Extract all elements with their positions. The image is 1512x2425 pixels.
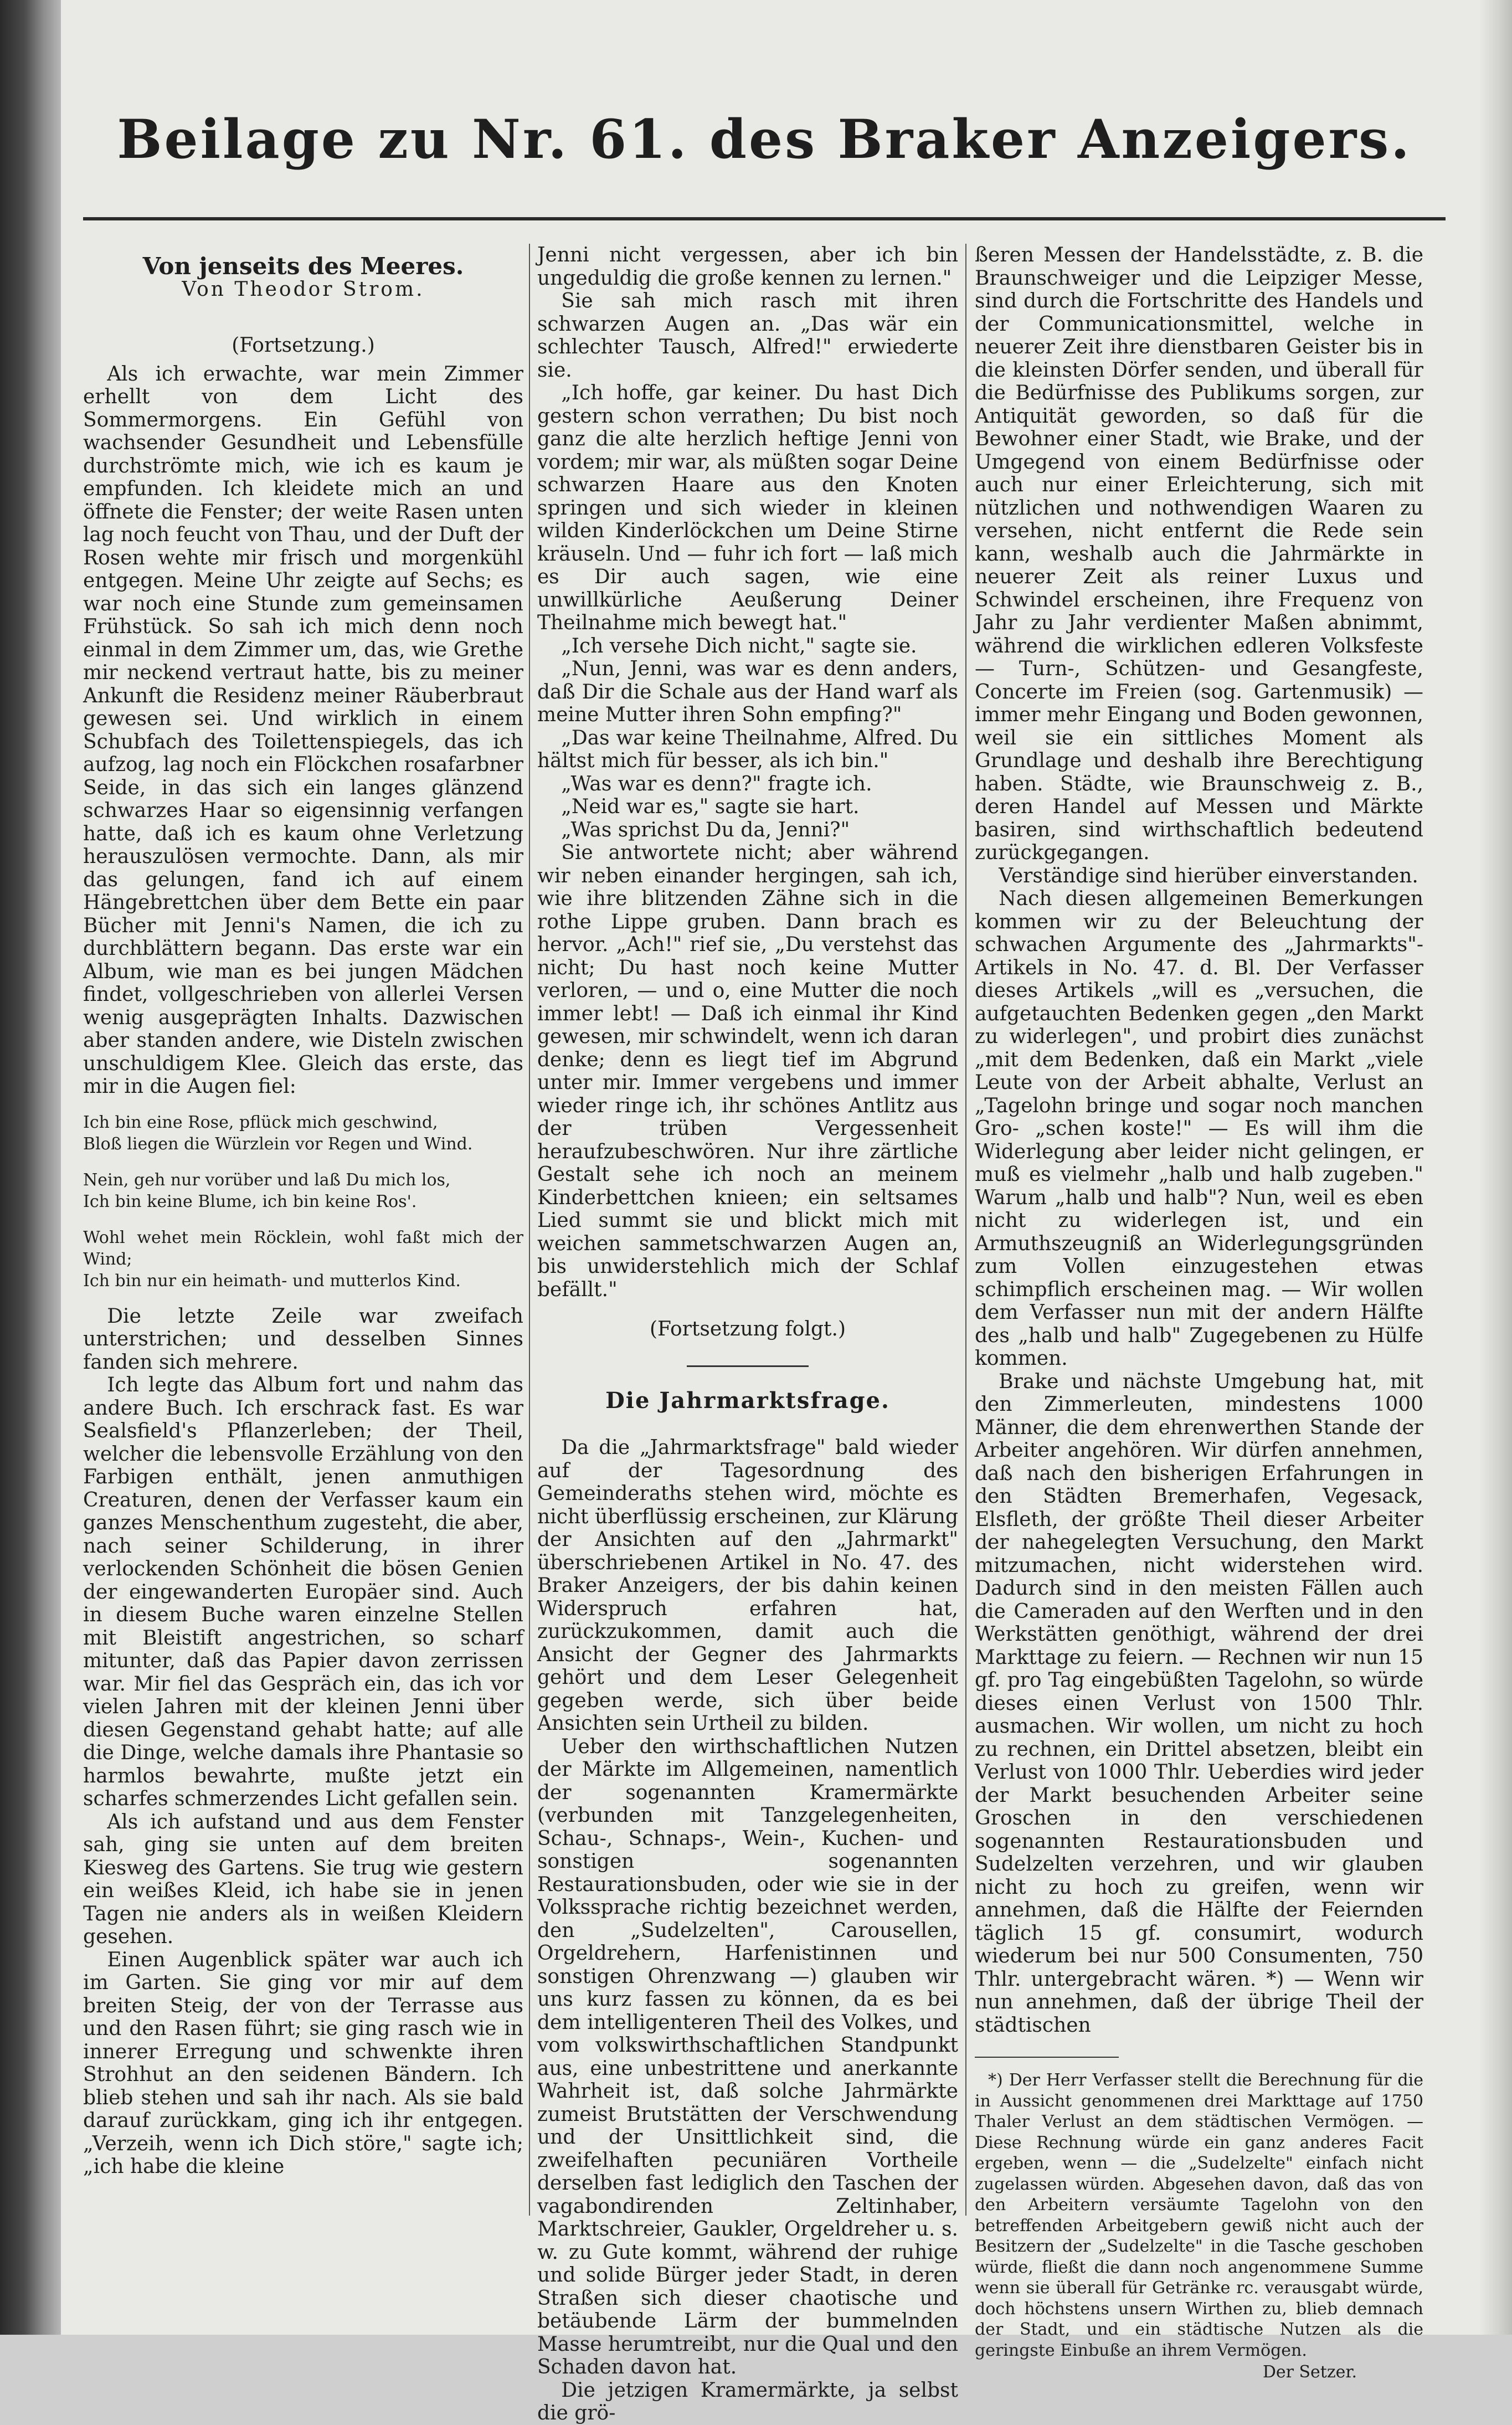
paragraph: „Was sprichst Du da, Jenni?" bbox=[561, 818, 850, 841]
masthead-rule bbox=[83, 217, 1446, 220]
paragraph: Ich legte das Album fort und nahm das andere Buch. Ich erschrack fast. Es war Sealsfield's Pflanzerleben; der Theil, welcher die lebensvolle Erzählung von den Farbigen enthält, jenen anmuthigen Creaturen, denen der Verfasser kaum ein ganzes Menschenthum zugesteht, die aber, nach seiner Schilderung, in ihrer verlockenden Schönheit die bösen Genien der eingewanderten Europäer sind. Auch in diesem Buche waren einzelne Stellen mit Bleistift angestrichen, so scharf mitunter, daß das Papier davon zerrissen war. Mir fiel das Gespräch ein, das ich vor vielen Jahren mit der kleinen Jenni über diesen Gegenstand gehabt hatte; auf alle die Dinge, welche damals ihre Phantasie so harmlos bewahrte, mußte jetzt ein scharfes schmerzendes Licht gefallen sein. bbox=[83, 1374, 523, 1810]
book-binding bbox=[0, 0, 61, 2335]
poem-line: Nein, geh nur vorüber und laß Du mich los, bbox=[83, 1170, 451, 1190]
section-divider bbox=[687, 1365, 809, 1367]
continuation-note: (Fortsetzung folgt.) bbox=[650, 1318, 846, 1340]
paragraph: Da die „Jahrmarktsfrage" bald wieder auf der Tagesordnung des Gemeinderaths stehen wird, möchte es nicht überflüssig erscheinen, zur Klärung der Ansichten auf den „Jahrmarkt" überschriebenen Artikel in No. 47. des Braker Anzeigers, der bis dahin keinen Widerspruch erfahren hat, zurückzukommen, damit auch die Ansicht der Gegner des Jahrmarkts gehört und dem Leser Gelegenheit gegeben werde, sich über beide Ansichten sein Urtheil zu bilden. bbox=[537, 1436, 958, 1735]
column-2 bbox=[537, 244, 958, 2424]
poem bbox=[83, 1112, 523, 1292]
paragraph: Die jetzigen Kramermärkte, ja selbst die grö- bbox=[537, 2378, 958, 2424]
paragraph: Jenni nicht vergessen, aber ich bin ungeduldig die große kennen zu lernen." bbox=[537, 244, 958, 290]
paragraph: ßeren Messen der Handelsstädte, z. B. die Braunschweiger und die Leipziger Messe, sind durch die Fortschritte des Handels und der Communicationsmittel, welche in neuerer Zeit ihre dienstbaren Geister bis in die kleinsten Dörfer senden, und überall für die Bedürfnisse des Publikums sorgen, zur Antiquität geworden, so daß für die Bewohner einer Stadt, wie Brake, und der Umgegend von einem Bedürfnisse oder auch nur einer Erleichterung, sich mit nützlichen und nothwendigen Waaren zu versehen, nicht entfernt die Rede sein kann, weshalb auch die Jahrmärkte in neuerer Zeit als reiner Luxus und Schwindel erscheinen, ihre Frequenz von Jahr zu Jahr verdienter Maßen abnimmt, während die wirklichen edleren Volksfeste — Turn-, Schützen- und Gesangfeste, Concerte im Freien (sog. Gartenmusik) — immer mehr Eingang und Boden gewonnen, weil sie ein sittliches Moment als Grundlage und deshalb ihre Berechtigung haben. Städte, wie Braunschweig z. B., deren Handel auf Messen und Märkte basiren, sind wirthschaftlich bedeutend zurückgegangen. bbox=[975, 244, 1423, 864]
article-title: Von jenseits des Meeres. bbox=[142, 253, 464, 280]
paragraph: Die letzte Zeile war zweifach unterstrichen; und desselben Sinnes fanden sich mehrere. bbox=[83, 1304, 523, 1374]
article-byline: Von Theodor Strom. bbox=[182, 278, 425, 301]
column-divider bbox=[965, 244, 966, 2216]
paragraph: Einen Augenblick später war auch ich im Garten. Sie ging vor mir auf dem breiten Steig, der von der Terrasse aus und den Rasen führt; sie ging rasch wie in innerer Erregung und schwenkte ihren Strohhut an den seidenen Bändern. Ich blieb stehen und sah ihr nach. Als sie bald darauf zurückkam, ging ich ihr entgegen. „Verzeih, wenn ich Dich störe," sagte ich; „ich habe die kleine bbox=[83, 1948, 523, 2178]
signature: Der Setzer. bbox=[1262, 2362, 1357, 2382]
poem-line: Ich bin nur ein heimath- und mutterlos Kind. bbox=[83, 1271, 461, 1291]
poem-line: Ich bin keine Blume, ich bin keine Ros'. bbox=[83, 1191, 417, 1211]
column-3 bbox=[975, 244, 1423, 2382]
paragraph: Als ich aufstand und aus dem Fenster sah, ging sie unten auf dem breiten Kiesweg des Gartens. Sie trug wie gestern ein weißes Kleid, ich habe sie in jenen Tagen nie anders als in weißen Kleidern gesehen. bbox=[83, 1810, 523, 1948]
paragraph: „Nun, Jenni, was war es denn anders, daß Dir die Schale aus der Hand warf als meine Mutter ihren Sohn empfing?" bbox=[537, 657, 958, 726]
paragraph: Brake und nächste Umgebung hat, mit den Zimmerleuten, mindestens 1000 Männer, die dem ehrenwerthen Stande der Arbeiter angehören. Wir dürfen annehmen, daß nach den bisherigen Erfahrungen in den Städten Bremerhafen, Vegesack, Elsfleth, der größte Theil dieser Arbeiter der nahegelegten Versuchung, den Markt mitzumachen, nicht widerstehen wird. Dadurch sind in den meisten Fällen auch die Cameraden auf den Werften und in den Werkstätten genöthigt, während der drei Markttage zu feiern. — Rechnen wir nun 15 gf. pro Tag eingebüßten Tagelohn, so würde dieses einen Verlust von 1500 Thlr. ausmachen. Wir wollen, um nicht zu hoch zu rechnen, ein Drittel absetzen, bleibt ein Verlust von 1000 Thlr. Ueberdies wird jeder der Markt besuchenden Arbeiter seine Groschen in den verschiedenen sogenannten Restaurationsbuden und Sudelzelten verzehren, und wir glauben nicht zu hoch zu greifen, wenn wir annehmen, daß die Hälfte der Feiernden täglich 15 gf. consumirt, wodurch wiederum bei nur 500 Consumenten, 750 Thlr. untergebracht wären. *) — Wenn wir nun annehmen, daß der übrige Theil der städtischen bbox=[975, 1370, 1423, 2037]
footnote: *) Der Herr Verfasser stellt die Berechnung für die in Aussicht genommenen drei Markttage auf 1750 Thaler Verlust an dem städtischen Vermögen. — Diese Rechnung würde ein ganz anderes Facit ergeben, wenn — die „Sudelzelte" einfach nicht zugelassen würden. Abgesehen davon, daß das von den Arbeitern versäumte Tagelohn von den betreffenden Arbeitgebern gewiß nicht auch der Besitzern der „Sudelzelte" in die Tasche geschoben würde, fließt die dann noch angenommene Summe wenn sie überall für Getränke rc. verausgabt würde, doch höchstens unsern Wirthen zu, blieb demnach der Stadt, und ein städtische Nutzen als die geringste Einbuße an ihrem Vermögen. bbox=[975, 2071, 1423, 2360]
poem-line: Wohl wehet mein Röcklein, wohl faßt mich der Wind; bbox=[83, 1227, 523, 1269]
column-divider bbox=[529, 244, 530, 2216]
poem-line: Ich bin eine Rose, pflück mich geschwind, bbox=[83, 1112, 438, 1132]
paragraph: „Neid war es," sagte sie hart. bbox=[561, 795, 860, 818]
paragraph: Sie antwortete nicht; aber während wir neben einander hergingen, sah ich, wie ihre blitzenden Zähne sich in die rothe Lippe gruben. Dann brach es hervor. „Ach!" rief sie, „Du verstehst das nicht; Du hast noch keine Mutter verloren, — und o, eine Mutter die noch immer lebt! — Daß ich einmal ihr Kind gewesen, mir schwindelt, wenn ich daran denke; denn es liegt tief im Abgrund unter mir. Immer vergebens und immer wieder ringe ich, ihr schönes Antlitz aus der trüben Vergessenheit heraufzubeschwören. Nur ihre zärtliche Gestalt sehe ich noch an meinem Kinderbettchen knieen; ein seltsames Lied summt sie und blickt mich mit weichen sammetschwarzen Augen an, bis unwiderstehlich mich der Schlaf befällt." bbox=[537, 841, 958, 1301]
paragraph: „Ich hoffe, gar keiner. Du hast Dich gestern schon verrathen; Du bist noch ganz die alte herzlich heftige Jenni von vordem; mir war, als müßten sogar Deine schwarzen Haare aus den Knoten springen und sich wieder in kleinen wilden Kinderlöckchen um Deine Stirne kräuseln. Und — fuhr ich fort — laß mich es Dir auch sagen, wie eine unwillkürliche Aeußerung Deiner Theilnahme mich bewegt hat." bbox=[537, 382, 958, 634]
paragraph: Als ich erwachte, war mein Zimmer erhellt von dem Licht des Sommermorgens. Ein Gefühl von wachsender Gesundheit und Lebensfülle durchströmte mich, wie ich es kaum je empfunden. Ich kleidete mich an und öffnete die Fenster; der weite Rasen unten lag noch feucht von Thau, und der Duft der Rosen wehte mir frisch und morgenkühl entgegen. Meine Uhr zeigte auf Sechs; es war noch eine Stunde zum gemeinsamen Frühstück. So sah ich mich denn noch einmal in dem Zimmer um, das, wie Grethe mir neckend vertraut hatte, bis zu meiner Ankunft die Residenz meiner Räuberbraut gewesen sei. Und wirklich in einem Schubfach des Toilettenspiegels, das ich aufzog, lag noch ein Flöckchen rosafarbner Seide, in das sich ein langes glänzend schwarzes Haar so eigensinnig verfangen hatte, daß ich es kaum ohne Verletzung herauszulösen vermochte. Dann, als mir das gelungen, fand ich auf einem Hängebrettchen über dem Bette ein paar Bücher mit Jenni's Namen, die ich zu durchblättern begann. Das erste war ein Album, wie man es bei jungen Mädchen findet, vollgeschrieben von allerlei Versen wenig ausgeprägten Inhalts. Dazwischen aber standen andere, wie Disteln zwischen unschuldigem Klee. Gleich das erste, das mir in die Augen fiel: bbox=[83, 362, 523, 1098]
paragraph: „Was war es denn?" fragte ich. bbox=[561, 772, 872, 795]
article-title: Die Jahrmarktsfrage. bbox=[605, 1387, 890, 1414]
page-edge bbox=[1479, 0, 1512, 2335]
paragraph: „Das war keine Theilnahme, Alfred. Du hältst mich für besser, als ich bin." bbox=[537, 726, 958, 772]
masthead: Beilage zu Nr. 61. des Braker Anzeigers. bbox=[117, 108, 1412, 171]
paragraph: Sie sah mich rasch mit ihren schwarzen Augen an. „Das wär ein schlechter Tausch, Alfred!" erwiederte sie. bbox=[537, 290, 958, 382]
paragraph: „Ich versehe Dich nicht," sagte sie. bbox=[561, 634, 917, 657]
column-1 bbox=[83, 244, 523, 2252]
footnote-rule bbox=[975, 2057, 1119, 2058]
paragraph: Ueber den wirthschaftlichen Nutzen der Märkte im Allgemeinen, namentlich der sogenannten Kramermärkte (verbunden mit Tanzgelegenheiten, Schau-, Schnaps-, Wein-, Kuchen- und sonstigen sogenannten Restaurationsbuden, oder wie sie in der Volkssprache richtig bezeichnet werden, den „Sudelzelten", Carousellen, Orgeldrehern, Harfenistinnen und sonstigen Ohrenzwang —) glauben wir uns kurz fassen zu können, da es bei dem intelligenteren Theil des Volkes, und vom volkswirthschaftlichen Standpunkt aus, eine unbestrittene und anerkannte Wahrheit ist, daß solche Jahrmärkte zumeist Brutstätten der Verschwendung und der Unsittlichkeit sind, die zweifelhaften pecuniären Vortheile derselben fast lediglich den Taschen der vagabondirenden Zeltinhaber, Marktschreier, Gaukler, Orgeldreher u. s. w. zu Gute kommt, während der ruhige und solide Bürger jeder Stadt, in deren Straßen sich dieser chaotische und betäubende Lärm der bummelnden Masse herumtreibt, nur die Qual und den Schaden davon hat. bbox=[537, 1735, 958, 2378]
continued-note: (Fortsetzung.) bbox=[232, 334, 375, 357]
paragraph: Nach diesen allgemeinen Bemerkungen kommen wir zu der Beleuchtung der schwachen Argumente des „Jahrmarkts"-Artikels in No. 47. d. Bl. Der Verfasser dieses Artikels „will es „versuchen, die aufgetauchten Bedenken gegen „den Markt zu widerlegen", und probirt dies zunächst „mit dem Bedenken, daß ein Markt „viele Leute von der Arbeit abhalte, Verlust an „Tagelohn bringe und sogar noch manchen Gro- „schen koste!" — Es will ihm die Widerlegung aber leider nicht gelingen, er muß es vielmehr „halb und halb zugeben." Warum „halb und halb"? Nun, weil es eben nicht zu widerlegen ist, und ein Armuthszeugniß an Widerlegungsgründen zum Vollen einzugestehen etwas schimpflich erscheinen mag. — Wir wollen dem Verfasser nun mit der andern Hälfte des „halb und halb" Zugegebenen zu Hülfe kommen. bbox=[975, 887, 1423, 1370]
poem-line: Bloß liegen die Würzlein vor Regen und Wind. bbox=[83, 1134, 473, 1154]
paragraph: Verständige sind hierüber einverstanden. bbox=[999, 864, 1418, 887]
